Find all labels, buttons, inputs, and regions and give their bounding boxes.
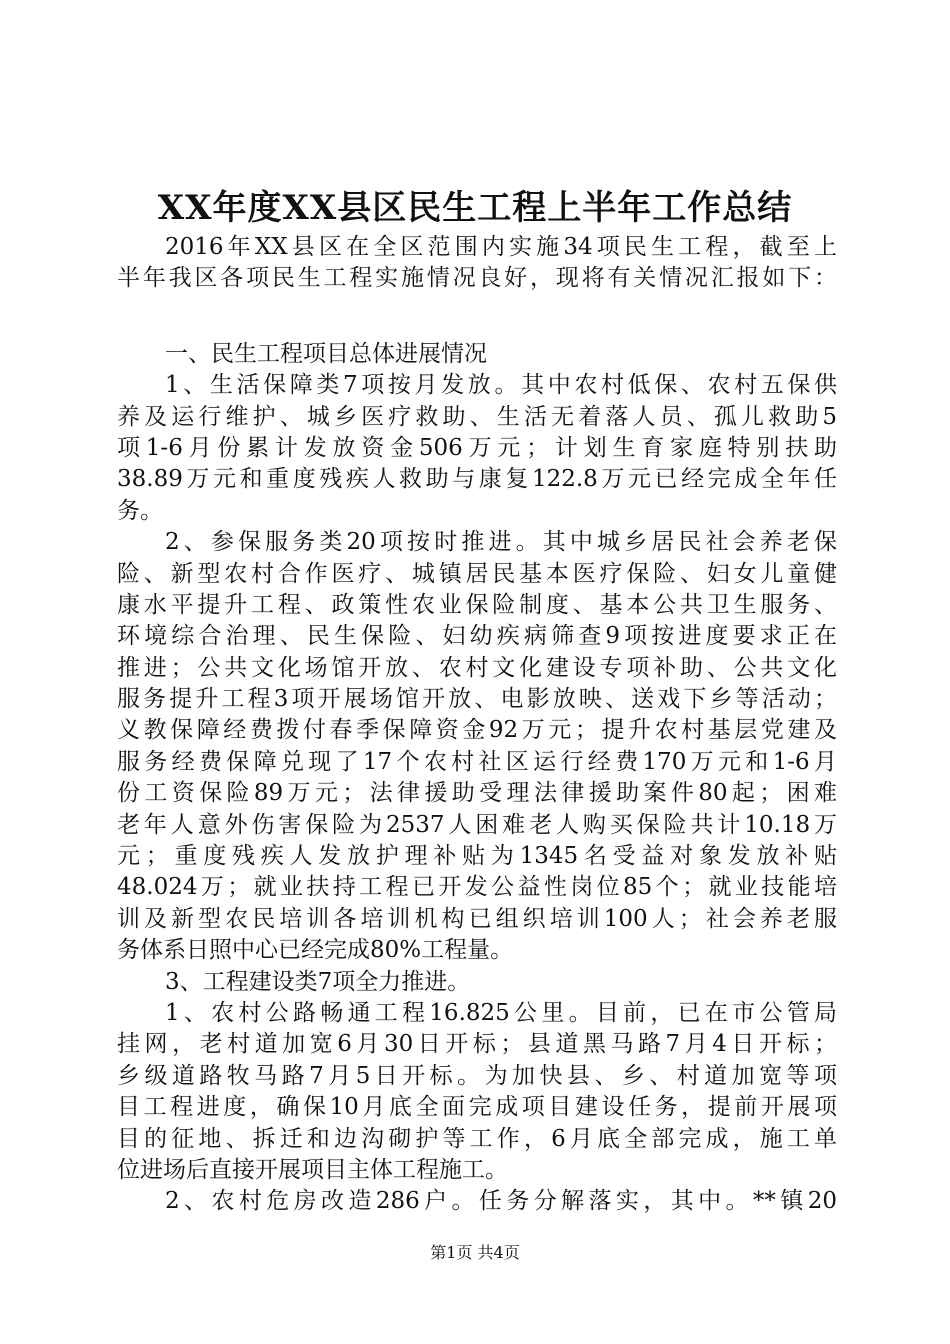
section-heading: 3、工程建设类7项全力推进。 <box>165 968 471 995</box>
paragraph-line: 48.024万；就业扶持工程已开发公益性岗位85个；就业技能培 <box>117 874 837 901</box>
paragraph-line: 1、生活保障类7项按月发放。其中农村低保、农村五保供 <box>165 372 837 399</box>
paragraph-gap <box>117 295 837 339</box>
paragraph-line: 训及新型农民培训各培训机构已组织培训100人；社会养老服 <box>117 905 837 932</box>
paragraph-line: 务体系日照中心已经完成80%工程量。 <box>117 937 514 964</box>
paragraph-line: 义教保障经费拨付春季保障资金92万元；提升农村基层党建及 <box>117 717 837 744</box>
paragraph-line: 服务经费保障兑现了17个农村社区运行经费170万元和1-6月 <box>117 748 837 775</box>
paragraph-line: 环境综合治理、民生保险、妇幼疾病筛查9项按进度要求正在 <box>117 623 837 650</box>
paragraph-line: 2、农村危房改造286户。任务分解落实，其中。**镇20 <box>165 1188 837 1215</box>
paragraph-line: 老年人意外伤害保险为2537人困难老人购买保险共计10.18万 <box>117 811 837 838</box>
paragraph-line: 推进；公共文化场馆开放、农村文化建设专项补助、公共文化 <box>117 654 837 681</box>
paragraph-line: 目的征地、拆迁和边沟砌护等工作，6月底全部完成，施工单 <box>117 1125 837 1152</box>
paragraph-line: 险、新型农村合作医疗、城镇居民基本医疗保险、妇女儿童健 <box>117 560 837 587</box>
paragraph-line: 目工程进度，确保10月底全面完成项目建设任务，提前开展项 <box>117 1094 837 1121</box>
paragraph-line: 2016年XX县区在全区范围内实施34项民生工程，截至上 <box>165 234 837 260</box>
section-heading: 一、民生工程项目总体进展情况 <box>165 340 487 367</box>
paragraph-line: 康水平提升工程、政策性农业保险制度、基本公共卫生服务、 <box>117 591 837 618</box>
paragraph-line: 挂网，老村道加宽6月30日开标；县道黑马路7月4日开标； <box>117 1031 837 1058</box>
paragraph-line: 38.89万元和重度残疾人救助与康复122.8万元已经完成全年任 <box>117 466 837 493</box>
paragraph-line: 份工资保险89万元；法律援助受理法律援助案件80起；困难 <box>117 780 837 807</box>
document-title: XX年度XX县区民生工程上半年工作总结 <box>157 188 793 228</box>
paragraph-line: 乡级道路牧马路7月5日开标。为加快县、乡、村道加宽等项 <box>117 1062 837 1089</box>
page-number: 第1页 共4页 <box>430 1243 520 1262</box>
paragraph-line: 项1-6月份累计发放资金506万元；计划生育家庭特别扶助 <box>117 434 837 461</box>
paragraph-line: 养及运行维护、城乡医疗救助、生活无着落人员、孤儿救助5 <box>117 403 837 430</box>
paragraph-line: 务。 <box>117 497 163 524</box>
paragraph-line: 2、参保服务类20项按时推进。其中城乡居民社会养老保 <box>165 529 837 556</box>
paragraph-line: 1、农村公路畅通工程16.825公里。目前，已在市公管局 <box>165 999 837 1026</box>
paragraph-line: 位进场后直接开展项目主体工程施工。 <box>117 1156 508 1183</box>
paragraph-line: 元；重度残疾人发放护理补贴为1345名受益对象发放补贴 <box>117 843 837 870</box>
document-body <box>117 232 837 1218</box>
paragraph-line: 半年我区各项民生工程实施情况良好，现将有关情况汇报如下： <box>117 265 837 292</box>
paragraph-line: 服务提升工程3项开展场馆开放、电影放映、送戏下乡等活动； <box>117 686 837 713</box>
